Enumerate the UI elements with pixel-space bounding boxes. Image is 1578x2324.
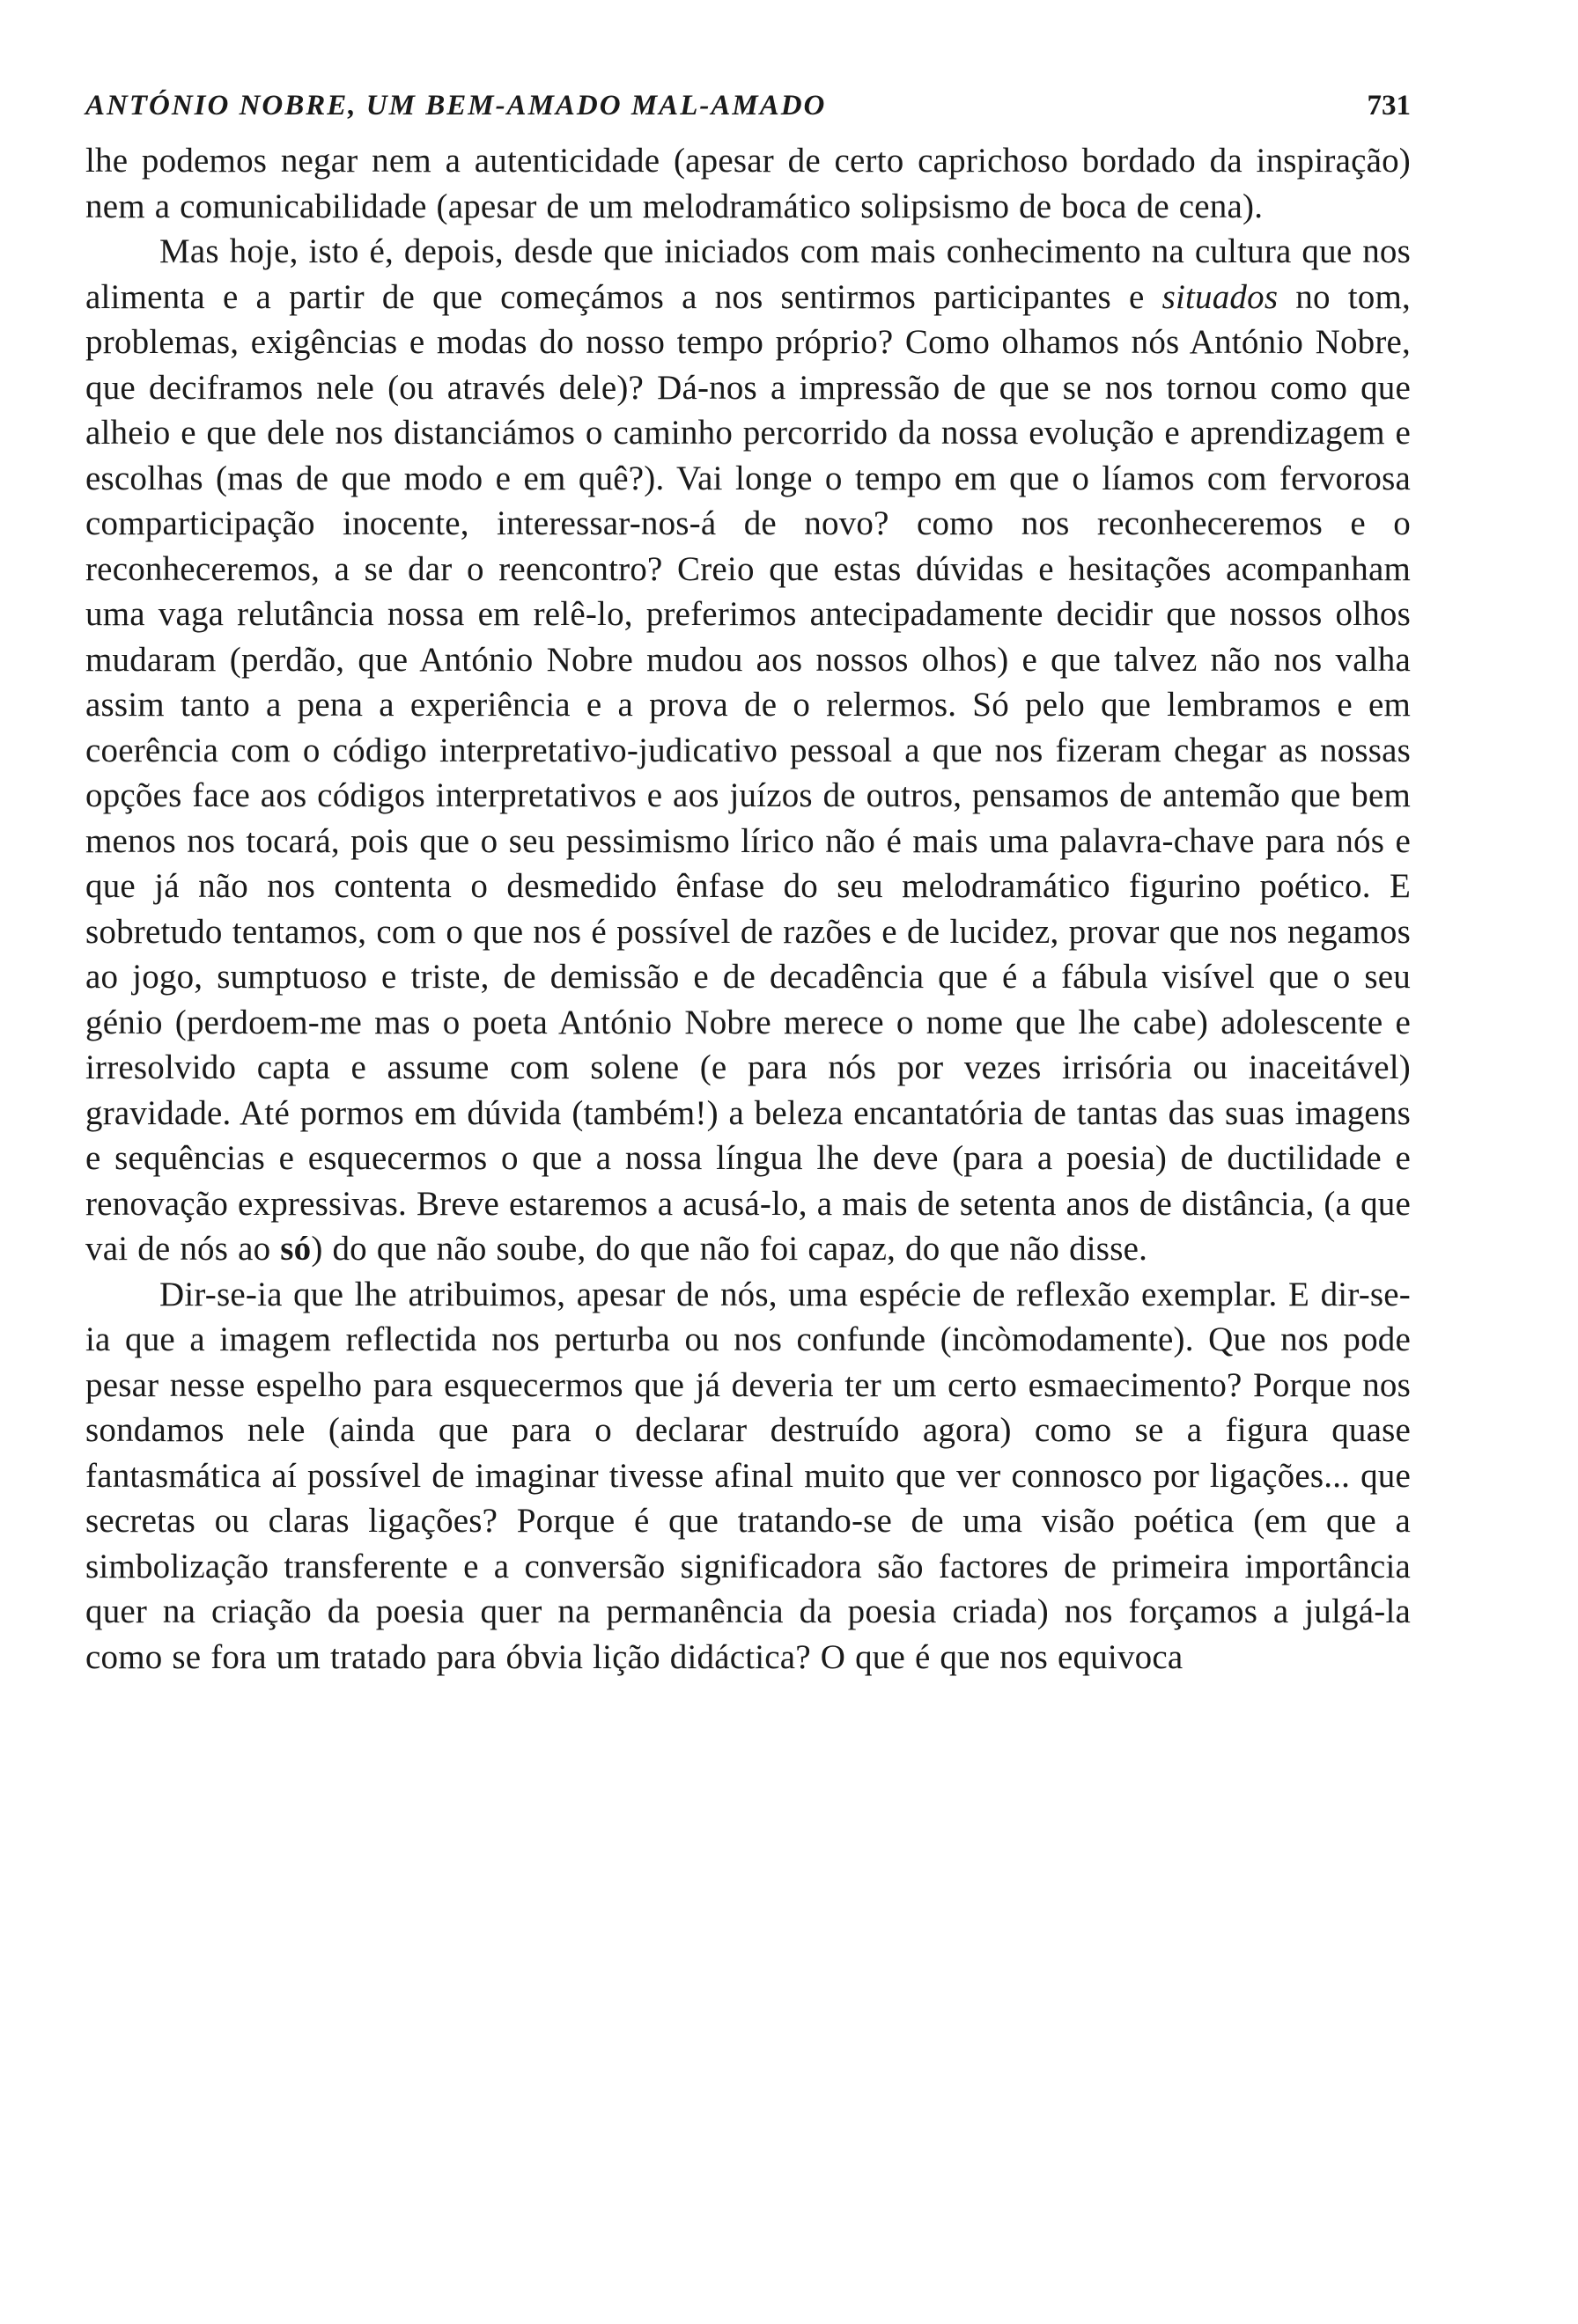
- paragraph-text: lhe podemos negar nem a autenticidade (apesar de certo caprichoso bordado da inspiração) nem a comunicabilidade (apesar de um melodramático solipsismo de boca de cena).: [85, 142, 1411, 225]
- paragraph-text: Mas hoje, isto é, depois, desde que iniciados com mais conhecimento na cultura que nos alimenta e a partir de que começámos a nos sentirmos participantes e: [85, 232, 1411, 316]
- paragraph: [85, 1272, 1411, 1680]
- paragraph: [85, 229, 1411, 1272]
- paragraph-continued: [85, 138, 1411, 229]
- page-number: 731: [1367, 90, 1411, 121]
- paragraph-text: no tom, problemas, exigências e modas do nosso tempo próprio? Como olhamos nós António Nobre, que deciframos nele (ou através dele)? Dá-nos a impressão de que se nos tornou como que alheio e que dele nos distanciámos o caminho percorrido da nossa evolução e aprendizagem e escolhas (mas de que modo e em quê?). Vai longe o tempo em que o líamos com fervorosa comparticipação inocente, interessar-nos-á de novo? como nos reconheceremos e o reconheceremos, a se dar o reencontro? Creio que estas dúvidas e hesitações acompanham uma vaga relutância nossa em relê-lo, preferimos antecipadamente decidir que nossos olhos mudaram (perdão, que António Nobre mudou aos nossos olhos) e que talvez não nos valha assim tanto a pena a experiência e a prova de o relermos. Só pelo que lembramos e em coerência com o código interpretativo-judicativo pessoal a que nos fizeram chegar as nossas opções face aos códigos interpretativos e aos juízos de outros, pensamos de antemão que bem menos nos tocará, pois que o seu pessimismo lírico não é mais uma palavra-chave para nós e que já não nos contenta o desmedido ênfase do seu melodramático figurino poético. E sobretudo tentamos, com o que nos é possível de razões e de lucidez, provar que nos negamos ao jogo, sumptuoso e triste, de demissão e de decadência que é a fábula visível que o seu génio (perdoem-me mas o poeta António Nobre merece o nome que lhe cabe) adolescente e irresolvido capta e assume com solene (e para nós por vezes irrisória ou inaceitável) gravidade. Até pormos em dúvida (também!) a beleza encantatória de tantas das suas imagens e sequências e esquecermos o que a nossa língua lhe deve (para a poesia) de ductilidade e renovação expressivas. Breve estaremos a acusá-lo, a mais de setenta anos de distância, (a que vai de nós ao: [85, 277, 1411, 1268]
- paragraph-text: ) do que não soube, do que não foi capaz, do que não disse.: [311, 1230, 1148, 1268]
- italic-term: situados: [1161, 277, 1279, 316]
- running-title: ANTÓNIO NOBRE, UM BEM-AMADO MAL-AMADO: [85, 90, 827, 121]
- body-text: [85, 138, 1411, 1680]
- running-header: [85, 90, 1411, 122]
- paragraph-text: Dir-se-ia que lhe atribuimos, apesar de nós, uma espécie de reflexão exemplar. E dir-se-ia que a imagem reflectida nos perturba ou nos confunde (incòmodamente). Que nos pode pesar nesse espelho para esquecermos que já deveria ter um certo esmaecimento? Porque nos sondamos nele (ainda que para o declarar destruído agora) como se a figura quase fantasmática aí possível de imaginar tivesse afinal muito que ver connosco por ligações... que secretas ou claras ligações? Porque é que tratando-se de uma visão poética (em que a simbolização transferente e a conversão significadora são factores de primeira importância quer na criação da poesia quer na permanência da poesia criada) nos forçamos a julgá-la como se fora um tratado para óbvia lição didáctica? O que é que nos equivoca: [85, 1275, 1411, 1676]
- book-page: [85, 90, 1411, 1680]
- bold-term: só: [280, 1230, 312, 1268]
